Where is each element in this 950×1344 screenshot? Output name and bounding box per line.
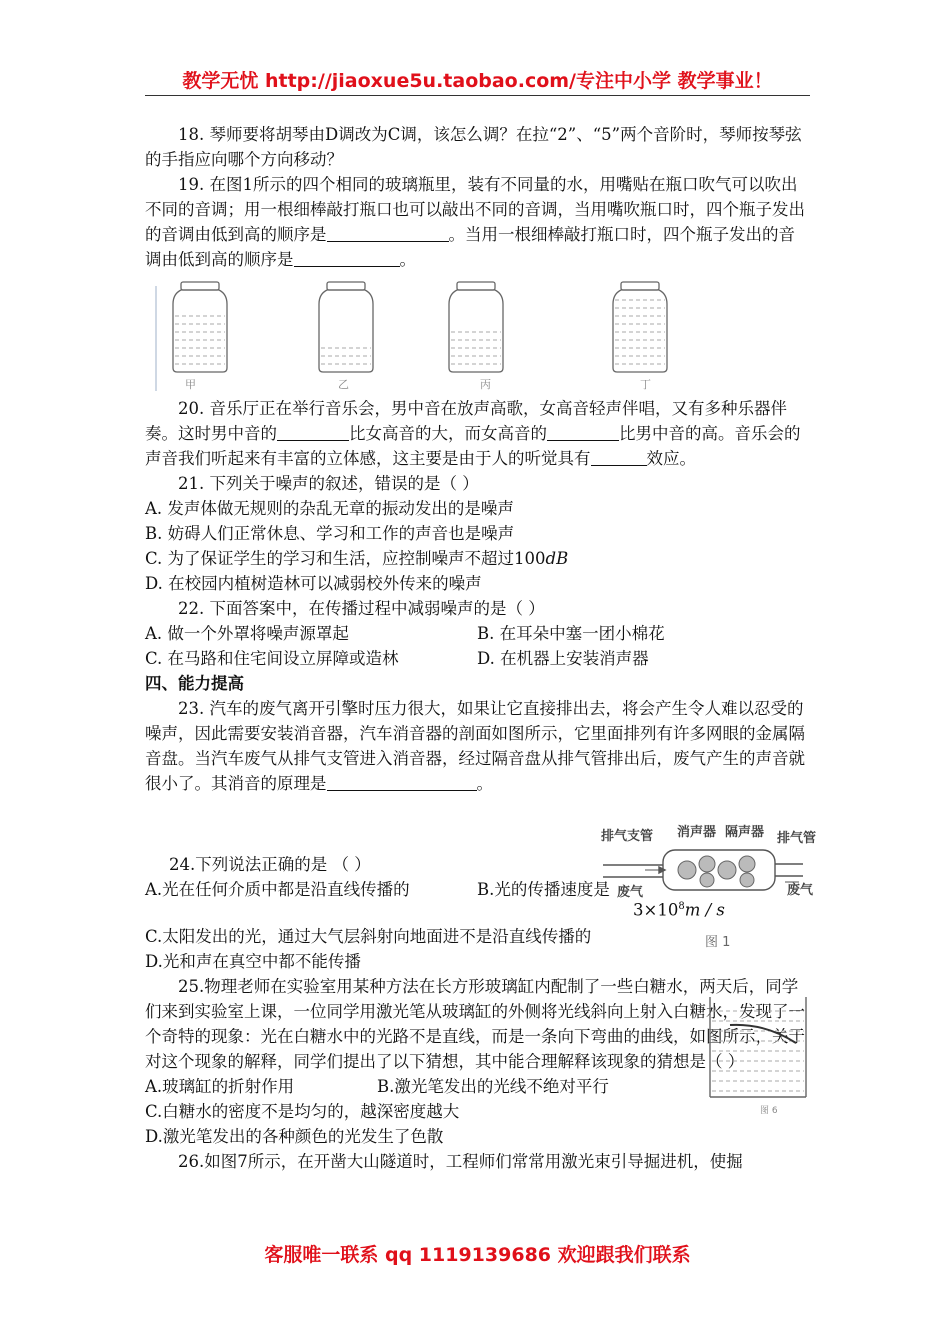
q22-option-c: C. 在马路和住宅间设立屏障或造林 [145, 649, 399, 668]
q22-option-d: D. 在机器上安装消声器 [477, 649, 649, 668]
q20-blank-2[interactable] [547, 422, 619, 441]
q21-unit-db: dB [545, 549, 569, 568]
question-18: 18. 琴师要将胡琴由D调改为C调，该怎么调？在拉“2”、“5”两个音阶时，琴师按琴弦的手指应向哪个方向移动？ [145, 125, 802, 169]
figure-sugar-tank [560, 975, 778, 1135]
tank-caption: 图 6 [760, 1106, 778, 1116]
q21-option-c-text: C. 为了保证学生的学习和生活，应控制噪声不超过100 [145, 549, 546, 568]
q24-formula-coef: 3×10 [633, 900, 679, 920]
bottle-ding [607, 276, 677, 376]
muffler-label-branch: 排气支管 [601, 829, 654, 844]
q25-option-d: D.激光笔发出的各种颜色的光发生了色散 [145, 1127, 444, 1146]
question-20 [145, 396, 810, 471]
q22-option-a: A. 做一个外罩将噪声源罩起 [145, 624, 349, 643]
q24-formula-exp: 8 [678, 901, 685, 912]
q20-blank-1[interactable] [277, 422, 349, 441]
question-21-stem: 21. 下列关于噪声的叙述，错误的是（ ） [178, 474, 479, 493]
q19-text-1: 19. 在图1所示的四个相同的玻璃瓶里，装有不同量的水，用嘴贴在瓶口吹气可以吹出不同的音调；用一根细棒敲打瓶口也可以敲出不同的音调，当用嘴吹瓶口时，四个瓶子发出的音调由低到高的顺序是 [145, 175, 805, 244]
q25-option-c: C.白糖水的密度不是均匀的，越深密度越大 [145, 1102, 460, 1121]
bottle-label-bing: 丙 [480, 378, 491, 391]
q21-option-d: D. 在校园内植树造林可以减弱校外传来的噪声 [145, 574, 482, 593]
muffler-label-gas-in: 废气 [617, 885, 644, 900]
q19-text-3: 。 [399, 250, 416, 269]
bottle-label-ding: 丁 [640, 378, 651, 391]
q23-blank[interactable] [327, 772, 477, 791]
q20-text-4: 效应。 [646, 449, 696, 468]
q20-text-1: 20. 音乐厅正在举行音乐会，男中音在放声高歌，女高音轻声伴唱，又有多种乐器伴奏。这时男中音的 [145, 399, 787, 443]
question-19 [145, 172, 810, 272]
page-footer: 客服唯一联系 qq 1119139686 欢迎跟我们联系 [264, 1244, 691, 1266]
q22-option-b: B. 在耳朵中塞一团小棉花 [477, 624, 665, 643]
q22-options-row-1 [145, 621, 810, 646]
muffler-label-pipe: 排气管 [777, 831, 817, 846]
q25-option-a: A.玻璃缸的折射作用 [145, 1077, 295, 1096]
q24-formula-unit: m / s [684, 900, 725, 920]
question-26: 26.如图7所示，在开凿大山隧道时，工程师们常常用激光束引导掘进机，使掘 [178, 1152, 743, 1171]
q23-text-2: 。 [476, 774, 493, 793]
q22-options-row-2 [145, 646, 810, 671]
q21-option-c [145, 546, 810, 571]
bottle-label-yi: 乙 [338, 378, 349, 391]
q20-text-2: 比女高音的大，而女高音的 [349, 424, 547, 443]
section-heading-4: 四、能力提高 [145, 674, 244, 693]
muffler-label-gas-out: 废气 [787, 883, 814, 898]
q20-text-3: 比男中音的高。音乐会的声音我们听起来有丰富的立体感，这主要是由于人的听觉具有 [145, 424, 801, 468]
q21-option-b: B. 妨碍人们正常休息、学习和工作的声音也是噪声 [145, 524, 515, 543]
q19-text-2: 。当用一根细棒敲打瓶口时，四个瓶子发出的音调由低到高的顺序是 [145, 225, 795, 269]
q19-blank-2[interactable] [294, 248, 400, 267]
q24-option-d: D.光和声在真空中都不能传播 [145, 952, 361, 971]
figure-muffler [455, 700, 815, 950]
muffler-label-disc: 隔声器 [725, 825, 765, 840]
question-24-stem: 24.下列说法正确的是 （ ） [169, 855, 371, 874]
q19-blank-1[interactable] [327, 223, 449, 242]
figure-edge-mark [155, 286, 157, 391]
bottle-yi [313, 276, 383, 376]
muffler-caption: 图 1 [705, 935, 731, 950]
q24-option-b-text: B.光的传播速度是 [477, 880, 610, 899]
bottle-jia [167, 276, 237, 376]
figure-four-bottles [145, 276, 810, 394]
question-22-stem: 22. 下面答案中，在传播过程中减弱噪声的是（ ） [178, 599, 545, 618]
question-25-stem: 25.物理老师在实验室用某种方法在长方形玻璃缸内配制了一些白糖水，两天后，同学们来到实验室上课，一位同学用激光笔从玻璃缸的外侧将光线斜向上射入白糖水，发现了一个奇特的现象：光在白糖水中的光路不是直线，而是一条向下弯曲的曲线，如图所示，关于对这个现象的解释，同学们提出了以下猜想，其中能合理解释该现象的猜想是（ ） [145, 977, 805, 1071]
bottle-bing [443, 276, 513, 376]
q20-blank-3[interactable] [591, 447, 647, 466]
q24-option-a: A.光在任何介质中都是沿直线传播的 [145, 880, 410, 899]
q25-option-b: B.激光笔发出的光线不绝对平行 [377, 1077, 609, 1096]
q24-option-c: C.太阳发出的光，通过大气层斜射向地面进不是沿直线传播的 [145, 927, 592, 946]
page-header: 教学无忧 http://jiaoxue5u.taobao.com/专注中小学 教学事业！ [182, 70, 773, 92]
bottle-label-jia: 甲 [185, 378, 196, 391]
q21-option-a: A. 发声体做无规则的杂乱无章的振动发出的是噪声 [145, 499, 514, 518]
header-rule [145, 95, 810, 96]
muffler-label-muffler: 消声器 [677, 825, 717, 840]
q23-text-1: 23. 汽车的废气离开引擎时压力很大，如果让它直接排出去，将会产生令人难以忍受的噪声，因此需要安装消音器，汽车消音器的剖面如图所示，它里面排列有许多网眼的金属隔音盘。当汽车废气从排气支管进入消音器，经过隔音盘从排气管排出后，废气产生的声音就很小了。其消音的原理是 [145, 699, 805, 793]
